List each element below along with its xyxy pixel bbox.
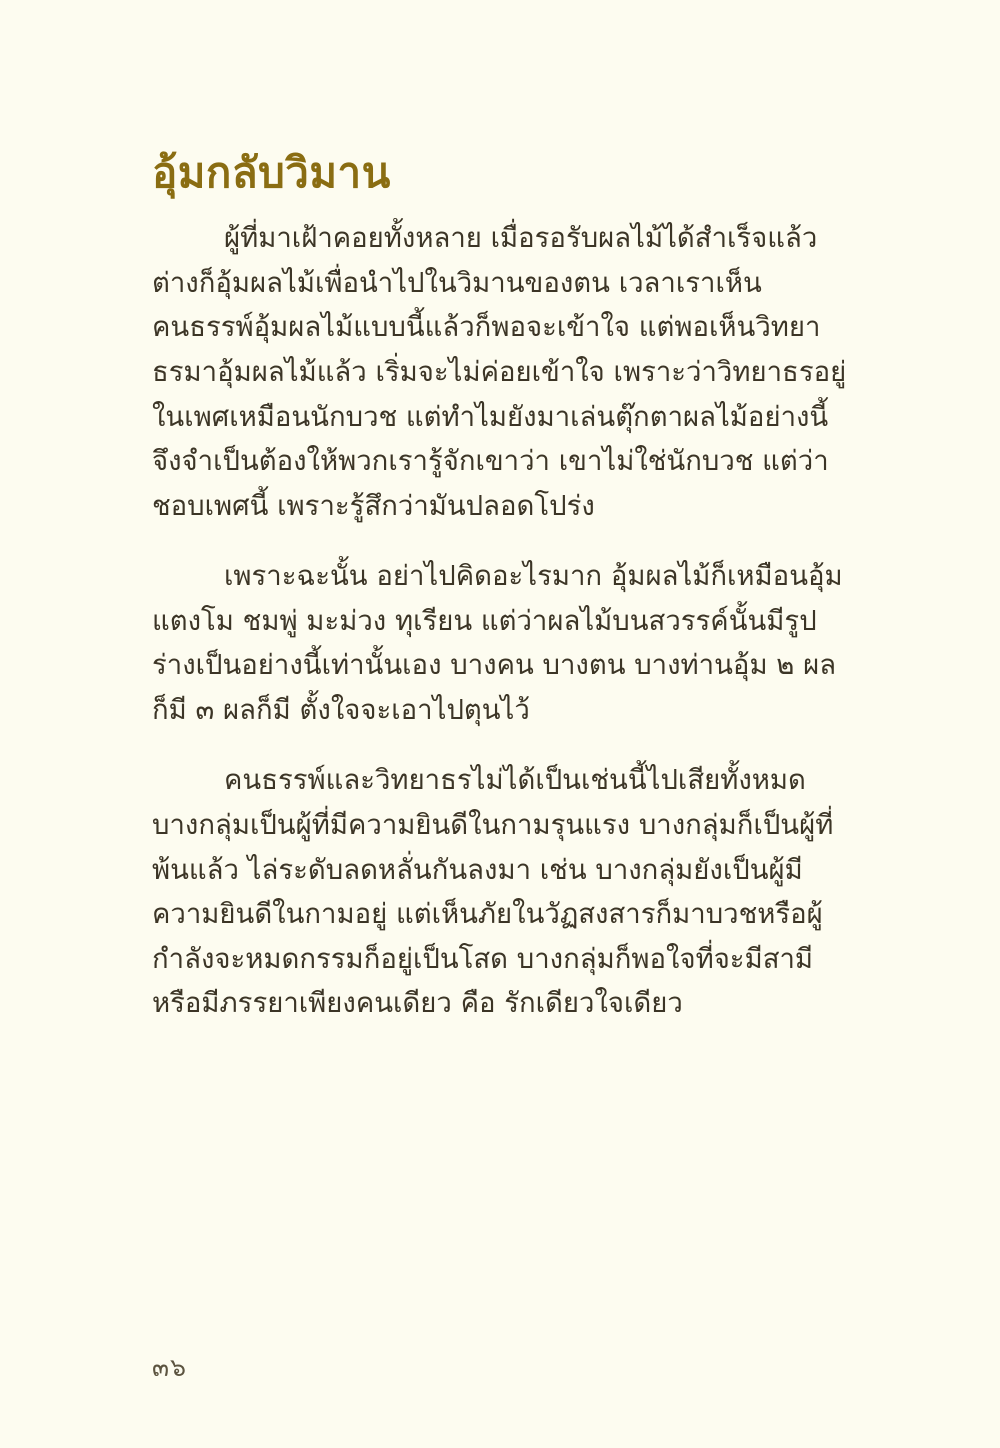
body-paragraph-3: คนธรรพ์และวิทยาธรไม่ได้เป็นเช่นนี้ไปเสียทั้งหมด บางกลุ่มเป็นผู้ที่มีความยินดีในกามรุนแรง บางกลุ่มก็เป็นผู้ที่พ้นแล้ว ไล่ระดับลดหลั่นกันลงมา เช่น บางกลุ่มยังเป็นผู้มีความยินดีในกามอยู่ แต่เห็นภัยในวัฏสงสารก็มาบวชหรือผู้กำลังจะหมดกรรมก็อยู่เป็นโสด บางกลุ่มก็พอใจที่จะมีสามีหรือมีภรรยาเพียงคนเดียว คือ รักเดียวใจเดียว — [152, 764, 834, 1020]
body-paragraph-1: ผู้ที่มาเฝ้าคอยทั้งหลาย เมื่อรอรับผลไม้ได้สำเร็จแล้ว ต่างก็อุ้มผลไม้เพื่อนำไปในวิมานของตน เวลาเราเห็นคนธรรพ์อุ้มผลไม้แบบนี้แล้วก็พอจะเข้าใจ แต่พอเห็นวิทยาธรมาอุ้มผลไม้แล้ว เริ่มจะไม่ค่อยเข้าใจ เพราะว่าวิทยาธรอยู่ในเพศเหมือนนักบวช แต่ทำไมยังมาเล่นตุ๊กตาผลไม้อย่างนี้ จึงจำเป็นต้องให้พวกเรารู้จักเขาว่า เขาไม่ใช่นักบวช แต่ว่าชอบเพศนี้ เพราะรู้สึกว่ามันปลอดโปร่ง — [152, 222, 847, 522]
body-paragraph-2: เพราะฉะนั้น อย่าไปคิดอะไรมาก อุ้มผลไม้ก็เหมือนอุ้มแตงโม ชมพู่ มะม่วง ทุเรียน แต่ว่าผลไม้บนสวรรค์นั้นมีรูปร่างเป็นอย่างนี้เท่านั้นเอง บางคน บางตน บางท่านอุ้ม ๒ ผลก็มี ๓ ผลก็มี ตั้งใจจะเอาไปตุนไว้ — [152, 560, 843, 726]
page-number: ๓๖ — [152, 1353, 187, 1382]
page-content — [152, 148, 850, 1026]
page-title: อุ้มกลับวิมาน — [152, 148, 391, 197]
